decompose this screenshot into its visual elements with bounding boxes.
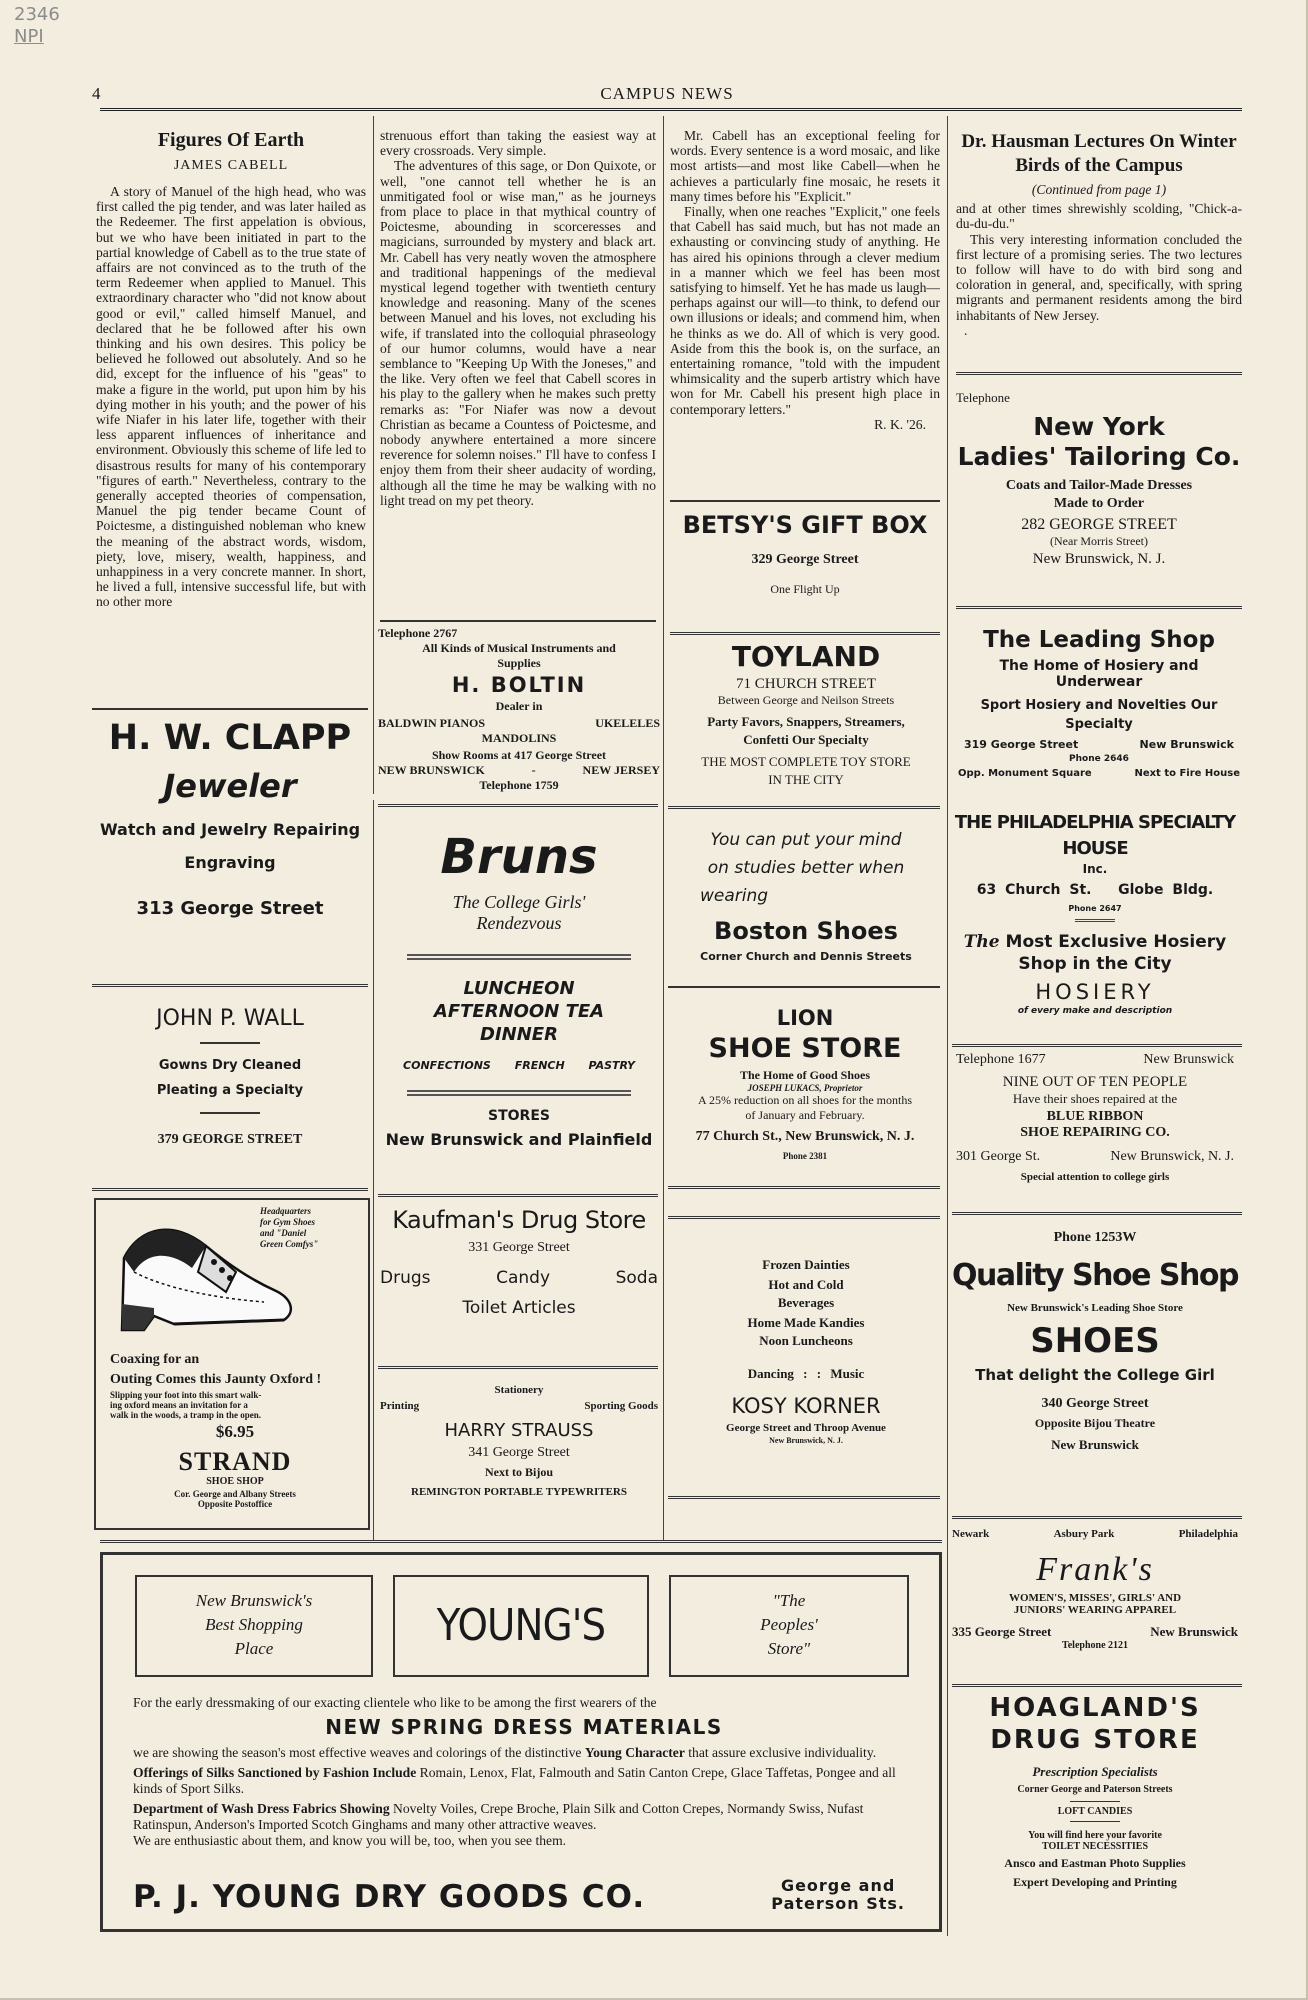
strand-headquarters	[260, 1206, 360, 1250]
ad-text: One Flight Up	[770, 582, 840, 596]
ad-name: THE PHILADELPHIA SPECIALTY HOUSE	[954, 812, 1236, 859]
ad-text: Young Character	[584, 1745, 685, 1760]
ad-text: Department of Wash Dress Fabrics Showing	[133, 1801, 390, 1816]
catalog-mark: 2346 NPI	[14, 4, 60, 47]
ad-text: Romain, Lenox, Flat, Falmouth and Satin Canton Crepe, Glace Taffetas, Pongee and all kinds of Sport Silks.	[133, 1765, 896, 1796]
ad-phone: Telephone 1759	[479, 778, 559, 792]
ad-text: Soda	[615, 1268, 658, 1288]
ad-text: For the early dressmaking of our exacting clientele who like to be among the first wearers of the	[133, 1695, 657, 1710]
continued-note: (Continued from page 1)	[1031, 182, 1167, 197]
ad-address: 77 Church St., New Brunswick, N. J.	[695, 1129, 915, 1144]
ad-name: LION	[776, 1006, 834, 1030]
ad-text: The	[963, 932, 1000, 952]
ad-text: STORES	[488, 1108, 550, 1124]
ad-phone: Phone 2646	[1069, 754, 1129, 764]
ad-text: Supplies	[497, 656, 541, 670]
ad-name: New York	[1033, 412, 1165, 441]
rule	[1075, 919, 1115, 922]
column-rule	[663, 116, 664, 1540]
rule	[668, 1496, 940, 1499]
ad-address: 282 GEORGE STREET	[1021, 516, 1177, 533]
ad-text: Have their shoes repaired at the	[1012, 1091, 1178, 1106]
ad-text: New Brunswick's Leading Shoe Store	[1007, 1302, 1183, 1314]
ad-address: 335 George Street	[952, 1624, 1052, 1639]
ad-text: Offerings of Silks Sanctioned by Fashion Include	[133, 1765, 417, 1780]
ad-text: NINE OUT OF TEN PEOPLE	[1002, 1074, 1188, 1090]
column-rule	[373, 116, 374, 794]
ad-text: SHOES	[1030, 1321, 1160, 1361]
ad-address: Corner Church and Dennis Streets	[700, 950, 912, 963]
ad-youngs	[100, 1552, 942, 1932]
ad-text: Sport Hosiery and Novelties Our	[980, 698, 1218, 713]
article-text: This very interesting information concluded the first lecture of a promising series. The two lectures to follow will have to do with bird song and coloration in general, and, specifically, with spring migrants and permanent residents among the bird inhabitants of New Jersey.	[956, 231, 1242, 323]
ad-address: 313 George Street	[136, 898, 324, 919]
ad-name: STRAND	[178, 1447, 292, 1476]
ad-city: New Brunswick	[1139, 738, 1234, 751]
ad-address: Opposite Postoffice	[197, 1499, 273, 1509]
ad-text: Shop in the City	[1018, 954, 1172, 974]
article-text: A story of Manuel of the high head, who was first called the pig tender, and was later hailed as the Redeemer. The first appelation is obvious, but we who have been initiated in part to the partial knowledge of Cabell as to the true state of affairs are not convinced as to the truth of the term Redeemer when applied to Manuel. This extraordinary character who "did not know about good or evil," called himself Manuel, and declared that he be followed after his own thinking and his own desires. This policy be believed he followed out absolutely. And so he did, except for the influence of his "geas" to make a figure in the world, put upon him by his dying mother in his youth; and the power of his wife Niafer in his later life, together with their less apparent influences of inheritance and environment. Obviously this scheme of life led to disastrous results for many of his contemporary "figures of earth." Nevertheless, contrary to the generally accepted theories of compensation, Manuel the pig tender became Count of Poictesme, a distinguished nobleman who knew the meaning of the abstract words, wisdom, piety, love, misery, wealth, happiness, and unhappiness in a very concrete manner. In short, he lived a full, intensive successful life, but with no other more	[96, 184, 366, 610]
ad-name: Kaufman's Drug Store	[392, 1206, 646, 1234]
ad-text: Outing Comes this Jaunty Oxford !	[110, 1372, 322, 1387]
article-title: Figures Of Earth	[157, 129, 305, 151]
header-rule	[100, 108, 1242, 111]
rule	[668, 986, 940, 988]
ad-text: JUNIORS' WEARING APPAREL	[1013, 1604, 1177, 1616]
ad-text: (Near Morris Street)	[1050, 534, 1148, 548]
rule	[1070, 1801, 1120, 1802]
ad-address: Globe Bldg.	[1118, 882, 1214, 898]
ad-text: Next to Bijou	[485, 1465, 553, 1479]
rule	[200, 1042, 260, 1044]
article-text: Finally, when one reaches "Explicit," one feels that Cabell has said much, but has not made an exhausting or convincing study of anything. He has aired his opinions through a clever medium in a manner which we feel has been most satisfying to himself. Yet he has made us laugh—perhaps against our will—to think, to defend our own illusions or ideals; and commend him, when he thinks as we do. All of which is very good. Aside from this the book is, on the surface, an entertaining romance, "told with the impudent whimsicality and the superb artistry which have won for Mr. Cabell his present high place in contemporary letters."	[670, 204, 940, 417]
youngs-box-left	[135, 1575, 373, 1677]
ad-address: Show Rooms at 417 George Street	[431, 748, 607, 762]
ad-name: HARRY STRAUSS	[444, 1420, 594, 1441]
rule	[956, 372, 1242, 375]
ad-text: Engraving	[184, 853, 276, 872]
ad-text: Stationery	[494, 1384, 544, 1396]
rule	[670, 500, 940, 502]
ad-text: Music	[830, 1366, 865, 1381]
ad-address: 341 George Street	[468, 1445, 570, 1460]
ad-address: 329 George Street	[751, 552, 859, 567]
ad-text: for Gym Shoes	[260, 1217, 316, 1227]
ad-text: Most Exclusive Hosiery	[1005, 932, 1227, 952]
menu-item: AFTERNOON TEA	[433, 1001, 605, 1022]
ad-text: Hot and Cold	[768, 1277, 844, 1292]
menu-item: LUNCHEON	[463, 978, 575, 999]
ad-text: Watch and Jewelry Repairing	[99, 820, 361, 839]
ad-text: Noon Luncheons	[759, 1333, 853, 1348]
rule	[956, 606, 1242, 609]
ad-city: NEW JERSEY	[582, 763, 660, 777]
page-number: 4	[92, 84, 101, 103]
ad-text: That delight the College Girl	[975, 1366, 1215, 1384]
ad-ny-tailoring	[956, 390, 1242, 590]
ad-text: Opp. Monument Square	[958, 768, 1092, 779]
ad-text: on studies better when	[707, 858, 905, 878]
ad-philadelphia-specialty	[948, 810, 1242, 1036]
ad-text: Specialty	[1065, 717, 1133, 732]
ad-name: Ladies' Tailoring Co.	[957, 442, 1241, 471]
ad-name: SHOE REPAIRING CO.	[1020, 1125, 1170, 1140]
ad-city: New Brunswick, N. J.	[1110, 1149, 1234, 1164]
ad-phone: Phone 1253W	[1053, 1230, 1137, 1245]
ad-city: New Brunswick	[1150, 1624, 1238, 1639]
ad-text: Peoples'	[760, 1615, 818, 1634]
hausman-title: Birds of the Campus	[1015, 155, 1183, 176]
ad-address: 379 GEORGE STREET	[157, 1132, 303, 1147]
menu-item: DINNER	[480, 1024, 558, 1045]
ad-text: Headquarters	[260, 1206, 312, 1216]
ad-text: Between George and Neilson Streets	[717, 693, 895, 707]
ad-phone: Phone 2647	[1068, 904, 1122, 913]
ad-text: TOILET NECESSITIES	[1041, 1841, 1149, 1852]
ad-text: The College Girls'	[452, 892, 586, 912]
ad-john-wall	[92, 996, 368, 1186]
ad-address: George and	[780, 1876, 896, 1895]
rule	[380, 620, 656, 622]
ad-city: Asbury Park	[1053, 1528, 1115, 1540]
rule	[378, 1194, 658, 1197]
ad-name: P. J. YOUNG DRY GOODS CO.	[133, 1879, 646, 1915]
ad-text: that assure exclusive individuality.	[684, 1745, 877, 1760]
ad-text: Sporting Goods	[584, 1400, 658, 1412]
ad-text: : :	[803, 1366, 822, 1381]
ad-address: 331 George Street	[468, 1240, 570, 1255]
ad-name: JOHN P. WALL	[156, 1006, 304, 1031]
youngs-box-right	[669, 1575, 909, 1677]
rule	[668, 1216, 940, 1219]
ad-text: You can put your mind	[710, 830, 902, 850]
ad-text: We are enthusiastic about them, and know you will be, too, when you see them.	[133, 1833, 567, 1848]
ad-address: 319 George Street	[964, 738, 1079, 751]
ad-text: All Kinds of Musical Instruments and	[422, 641, 616, 655]
rule	[407, 954, 631, 960]
ad-text: Made to Order	[1053, 496, 1145, 511]
ad-name: HOAGLAND'S	[989, 1693, 1201, 1723]
rule	[92, 984, 368, 987]
ad-text: Place	[234, 1639, 274, 1658]
ad-text: WOMEN'S, MISSES', GIRLS' AND	[1008, 1592, 1182, 1604]
article-text: and at other times shrewishly scolding, "Chick-a-du-du-du."	[956, 201, 1242, 232]
ad-address: Corner George and Paterson Streets	[1017, 1784, 1173, 1795]
ad-text: SHOE SHOP	[206, 1476, 264, 1487]
ad-text: JOSEPH LUKACS, Proprietor	[747, 1083, 863, 1093]
ad-text: walk in the woods, a tramp in the open.	[110, 1410, 262, 1420]
ad-text: A 25% reduction on all shoes for the months	[698, 1093, 912, 1107]
ad-text: Ansco and Eastman Photo Supplies	[1004, 1856, 1186, 1870]
ad-text: and "Daniel	[260, 1228, 307, 1238]
ad-text: of every make and description	[1017, 1006, 1173, 1016]
youngs-box-center	[393, 1575, 649, 1677]
strand-text	[110, 1350, 360, 1509]
ad-toyland	[668, 640, 944, 794]
ad-text: Novelty Voiles, Crepe Broche, Plain Silk and Cotton Crepes, Normandy Swiss, Nufast Ratinspun, Anderson's Imported Scotch Ginghams and many other attractive weaves.	[133, 1801, 864, 1832]
ad-name: Jeweler	[163, 767, 297, 805]
ad-blue-ribbon	[948, 1052, 1242, 1204]
article-text: Mr. Cabell has an exceptional feeling for words. Every sentence is a word mosaic, and like most artists—and most like Cabell—when he achieves a particularly fine mosaic, he resets it many times before his "Explicit."	[670, 128, 940, 204]
hausman-article	[956, 130, 1242, 370]
ad-text: Expert Developing and Printing	[1013, 1875, 1177, 1889]
ad-phone: Telephone 2121	[1061, 1640, 1129, 1651]
ad-name: Boston Shoes	[714, 917, 898, 945]
column-rule	[373, 800, 374, 1540]
ad-text: Dancing	[747, 1366, 794, 1381]
rule	[407, 1090, 631, 1096]
ad-leading-shop	[956, 626, 1242, 790]
rule	[92, 708, 368, 710]
ad-text: Confetti Our Specialty	[743, 732, 869, 747]
rule	[670, 632, 940, 635]
ad-name: YOUNG'S	[436, 1600, 606, 1651]
article-author: JAMES CABELL	[173, 158, 289, 173]
ad-name: Frank's	[1036, 1551, 1154, 1588]
rule	[668, 1186, 940, 1189]
rule	[952, 1516, 1242, 1519]
ad-text: Candy	[496, 1268, 551, 1288]
ad-text: -	[531, 763, 536, 777]
ad-city: NEW BRUNSWICK	[378, 763, 485, 777]
ad-phone: Phone 2381	[782, 1151, 828, 1161]
ad-name: BETSY'S GIFT BOX	[682, 511, 928, 539]
ad-text: MANDOLINS	[481, 731, 557, 745]
ad-text: Store"	[767, 1639, 811, 1658]
ad-text: wearing	[700, 886, 769, 906]
ad-name: DRUG STORE	[990, 1725, 1200, 1755]
ad-text: Coaxing for an	[110, 1352, 200, 1367]
ad-hoagland-drug	[948, 1692, 1242, 1924]
ad-kaufman-drug	[378, 1204, 660, 1366]
ad-city: New Brunswick and Plainfield	[385, 1130, 653, 1149]
ad-name: BLUE RIBBON	[1046, 1109, 1144, 1124]
ad-name: Quality Shoe Shop	[952, 1258, 1238, 1293]
ad-city: Philadelphia	[1178, 1528, 1238, 1540]
ad-phone: Telephone 1677	[956, 1052, 1046, 1067]
article-col-3	[670, 128, 940, 498]
ad-phone: Telephone 2767	[378, 626, 458, 640]
ad-text: The Home of Good Shoes	[739, 1068, 870, 1082]
ad-text: You will find here your favorite	[1028, 1830, 1162, 1841]
ad-city: New Brunswick, N. J.	[769, 1436, 843, 1445]
ad-city: Newark	[952, 1528, 990, 1540]
rule	[952, 1044, 1242, 1047]
rule	[92, 1188, 368, 1191]
ad-text: Beverages	[777, 1295, 835, 1310]
rule	[100, 1540, 942, 1543]
rule	[1070, 1821, 1120, 1822]
ad-address: George Street and Throop Avenue	[726, 1422, 886, 1434]
youngs-footer	[133, 1875, 915, 1921]
ad-text: Home Made Kandies	[747, 1315, 865, 1330]
stray-mark: .	[964, 322, 968, 338]
ad-text: New Brunswick's	[195, 1591, 313, 1610]
rule	[378, 804, 658, 807]
ad-name: SHOE STORE	[708, 1033, 902, 1064]
ad-price: $6.95	[215, 1422, 255, 1441]
ad-name: H. BOLTIN	[451, 673, 587, 697]
ad-text: Party Favors, Snappers, Streamers,	[707, 714, 905, 729]
ad-harry-strauss	[378, 1384, 660, 1518]
article-text: The adventures of this sage, or Don Quixote, or well, "one cannot tell whether he is an unmitigated fool or wise man," as he journeys from place to place in that mythical country of Poictesme, abounding in scorceresses and magicians, surrounded by mystery and black art. Mr. Cabell has very neatly woven the atmosphere and traditional happenings of the medieval mystical legend together with twentieth century knowledge and reasoning. Many of the scenes between Manuel and his loves, not excluding his wife, if translated into the colloquial phraseology of our humor columns, would have a near semblance to "Keeping Up With the Joneses," and the like. Very often we feel that Cabell scores in his play to the gallery when he makes such pretty remarks as: "For Niafer was now a devout Christian as became a Countess of Poictesme, and nobody anywhere entertained a more sincere reverence for solemn noises." I'll have to confess I enjoy them from their sheer audacity of wording, although all the time he may be walking with no light tread on my pet theory.	[380, 158, 656, 508]
ad-address: 63 Church St.	[976, 882, 1092, 898]
ad-boltin	[378, 626, 660, 798]
ad-lion-shoe-store	[664, 998, 946, 1182]
ad-text: of January and February.	[745, 1108, 865, 1122]
ad-text: "The	[772, 1591, 806, 1610]
ad-city: New Brunswick	[1051, 1437, 1139, 1452]
ad-kosy-korner	[668, 1256, 944, 1486]
ad-address: Paterson Sts.	[771, 1894, 905, 1913]
ad-text: Toilet Articles	[462, 1298, 576, 1318]
ad-franks	[948, 1528, 1242, 1680]
ad-name: KOSY KORNER	[731, 1394, 881, 1418]
ad-strand-shoe-shop	[94, 1198, 370, 1530]
rule	[200, 1112, 260, 1114]
youngs-body	[133, 1695, 915, 1849]
ad-text: Slipping your foot into this smart walk-	[110, 1390, 262, 1400]
ad-text: IN THE CITY	[768, 772, 844, 787]
ad-address: 71 CHURCH STREET	[735, 676, 876, 692]
ad-text: Next to Fire House	[1134, 768, 1240, 779]
ad-text: we are showing the season's most effective weaves and colorings of the distinctive	[133, 1745, 585, 1760]
ad-text: Prescription Specialists	[1032, 1764, 1158, 1779]
ad-text: Green Comfys"	[260, 1239, 319, 1249]
ad-city: New Brunswick	[1143, 1052, 1234, 1067]
hausman-title: Dr. Hausman Lectures On Winter	[961, 131, 1237, 152]
ad-bruns	[378, 812, 660, 1186]
ad-text: FRENCH PASTRY	[514, 1059, 635, 1072]
rule	[378, 1366, 658, 1369]
ad-text: Gowns Dry Cleaned	[158, 1058, 302, 1073]
bruns-logo: Bruns	[440, 829, 598, 885]
ad-text: REMINGTON PORTABLE TYPEWRITERS	[411, 1486, 627, 1498]
ad-text: ing oxford means an invitation for a	[110, 1400, 248, 1410]
ad-address: 301 George St.	[956, 1149, 1041, 1164]
rule	[952, 1212, 1242, 1215]
ad-text: Inc.	[1082, 862, 1108, 876]
ad-text: Dealer in	[495, 699, 543, 713]
ad-name: TOYLAND	[731, 640, 881, 673]
ad-address: 340 George Street	[1041, 1396, 1149, 1411]
ad-quality-shoe-shop	[948, 1230, 1242, 1494]
ad-text: Frozen Dainties	[762, 1257, 850, 1272]
ad-text: THE MOST COMPLETE TOY STORE	[701, 754, 911, 769]
article-col-2	[380, 128, 656, 602]
rule	[668, 806, 940, 809]
ad-text: The Home of Hosiery and Underwear	[999, 658, 1199, 690]
ad-city: New Brunswick, N. J.	[1032, 551, 1166, 567]
ad-text: BALDWIN PIANOS	[378, 716, 486, 730]
ad-text: Best Shopping	[205, 1615, 303, 1634]
ad-address: Cor. George and Albany Streets	[174, 1489, 296, 1499]
masthead-title: CAMPUS NEWS	[600, 84, 734, 103]
article-signature: R. K. '26.	[874, 416, 926, 432]
ad-text: LOFT CANDIES	[1057, 1806, 1133, 1817]
ad-name: The Leading Shop	[983, 627, 1215, 653]
ad-boston-shoes	[668, 816, 944, 986]
ad-text: UKELELES	[595, 716, 660, 730]
ad-betsy-gift-box	[670, 508, 940, 628]
ad-text: Coats and Tailor-Made Dresses	[1005, 478, 1193, 493]
ad-text: Opposite Bijou Theatre	[1034, 1416, 1156, 1430]
article-col-1	[96, 128, 366, 698]
article-text: strenuous effort than taking the easiest way at every crossroads. Very simple.	[380, 128, 656, 159]
telephone-label: Telephone	[956, 390, 1010, 405]
ad-name: H. W. CLAPP	[108, 718, 352, 758]
ad-text: CONFECTIONS	[403, 1059, 491, 1072]
ad-heading: NEW SPRING DRESS MATERIALS	[325, 1715, 723, 1739]
ad-clapp	[88, 716, 372, 976]
ad-text: Pleating a Specialty	[156, 1083, 304, 1098]
rule	[952, 1684, 1242, 1687]
ad-text: Drugs	[380, 1268, 431, 1288]
page-header	[92, 84, 1242, 106]
ad-text: Rendezvous	[476, 913, 562, 933]
ad-text: Special attention to college girls	[1020, 1171, 1170, 1183]
ad-text: HOSIERY	[1035, 980, 1155, 1004]
ad-text: Printing	[380, 1400, 420, 1412]
